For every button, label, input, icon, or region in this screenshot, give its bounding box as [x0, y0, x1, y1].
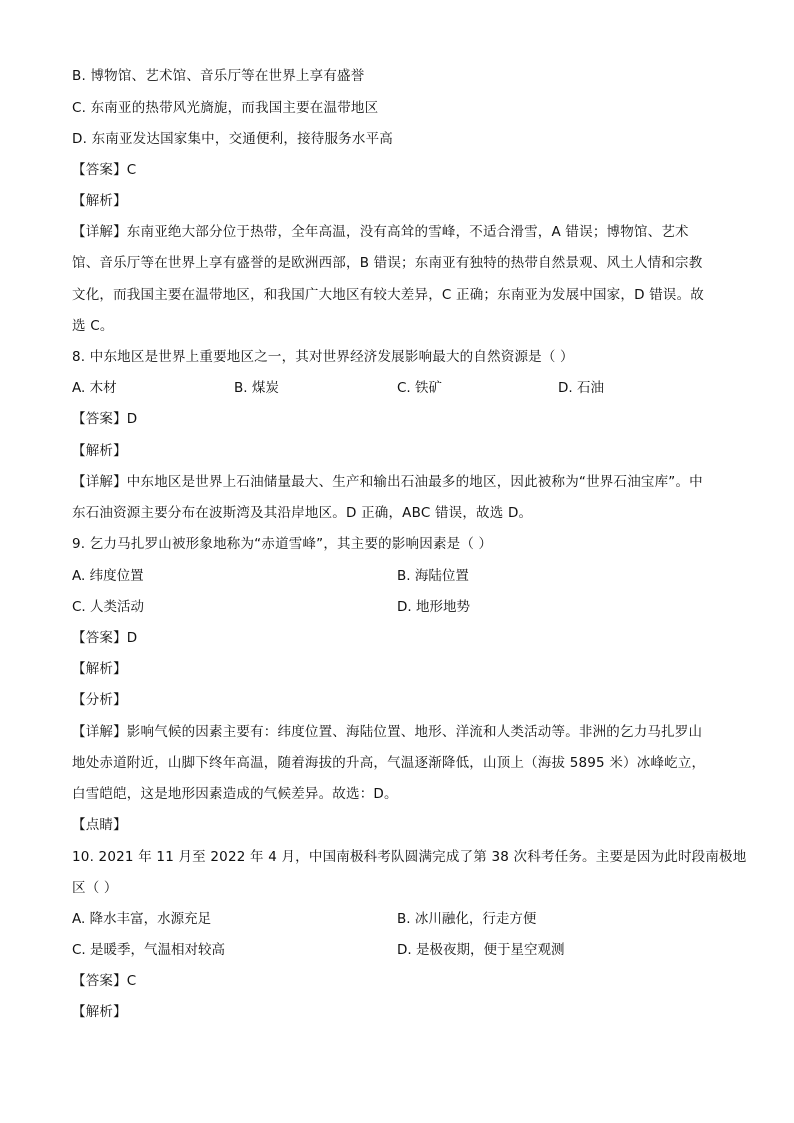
q9-answer: 【答案】D [72, 630, 138, 646]
q10-option-c: C. 是暖季，气温相对较高 [72, 942, 226, 958]
q8-option-d: D. 石油 [558, 380, 604, 396]
q9-option-b: B. 海陆位置 [397, 568, 469, 584]
q7-analysis-label: 【解析】 [72, 193, 127, 209]
q9-detail-line: 白雪皑皑，这是地形因素造成的气候差异。故选：D。 [72, 786, 398, 802]
q8-analysis-label: 【解析】 [72, 443, 127, 459]
q10-answer: 【答案】C [72, 973, 137, 989]
q8-detail-line: 【详解】中东地区是世界上石油储量最大、生产和输出石油最多的地区，因此被称为“世界石油宝库”。中 [72, 474, 703, 490]
q8-detail-line: 东石油资源主要分布在波斯湾及其沿岸地区。D 正确，ABC 错误，故选 D。 [72, 505, 533, 521]
q7-answer: 【答案】C [72, 162, 137, 178]
q9-stem: 9. 乞力马扎罗山被形象地称为“赤道雪峰”，其主要的影响因素是（ ） [72, 536, 493, 552]
q9-option-d: D. 地形地势 [397, 599, 470, 615]
q7-option-b: B. 博物馆、艺术馆、音乐厅等在世界上享有盛誉 [72, 68, 365, 84]
q10-option-d: D. 是极夜期，便于星空观测 [397, 942, 565, 958]
q7-detail-line: 文化，而我国主要在温带地区，和我国广大地区有较大差异，C 正确；东南亚为发展中国家，D 错误。故 [72, 287, 705, 303]
q8-stem: 8. 中东地区是世界上重要地区之一，其对世界经济发展影响最大的自然资源是（ ） [72, 349, 574, 365]
q7-option-c: C. 东南亚的热带风光旖旎，而我国主要在温带地区 [72, 100, 379, 116]
q7-detail-line: 【详解】东南亚绝大部分位于热带，全年高温，没有高耸的雪峰，不适合滑雪，A 错误；博物馆、艺术 [72, 224, 689, 240]
q10-analysis-label: 【解析】 [72, 1004, 127, 1020]
q10-stem-line: 10. 2021 年 11 月至 2022 年 4 月，中国南极科考队圆满完成了第 38 次科考任务。主要是因为此时段南极地 [72, 849, 747, 865]
q10-option-a: A. 降水丰富，水源充足 [72, 911, 212, 927]
q10-stem-line: 区（ ） [72, 880, 118, 896]
q7-detail-line: 馆、音乐厅等在世界上享有盛誉的是欧洲西部，B 错误；东南亚有独特的热带自然景观、风土人情和宗教 [72, 255, 703, 271]
q8-option-c: C. 铁矿 [397, 380, 443, 396]
q9-detail-line: 【详解】影响气候的因素主要有：纬度位置、海陆位置、地形、洋流和人类活动等。非洲的乞力马扎罗山 [72, 724, 703, 740]
q9-option-c: C. 人类活动 [72, 599, 145, 615]
q8-option-a: A. 木材 [72, 380, 117, 396]
q7-option-d: D. 东南亚发达国家集中，交通便利，接待服务水平高 [72, 131, 393, 147]
q9-analysis-label: 【解析】 [72, 661, 127, 677]
q8-answer: 【答案】D [72, 411, 138, 427]
q9-option-a: A. 纬度位置 [72, 568, 144, 584]
q10-option-b: B. 冰川融化，行走方便 [397, 911, 537, 927]
q9-dianjing-label: 【点睛】 [72, 817, 127, 833]
q8-option-b: B. 煤炭 [234, 380, 279, 396]
q9-detail-line: 地处赤道附近，山脚下终年高温，随着海拔的升高，气温逐渐降低，山顶上（海拔 5895 米）冰峰屹立， [72, 755, 706, 771]
q7-detail-line: 选 C。 [72, 318, 114, 334]
q9-fenxi-label: 【分析】 [72, 692, 127, 708]
